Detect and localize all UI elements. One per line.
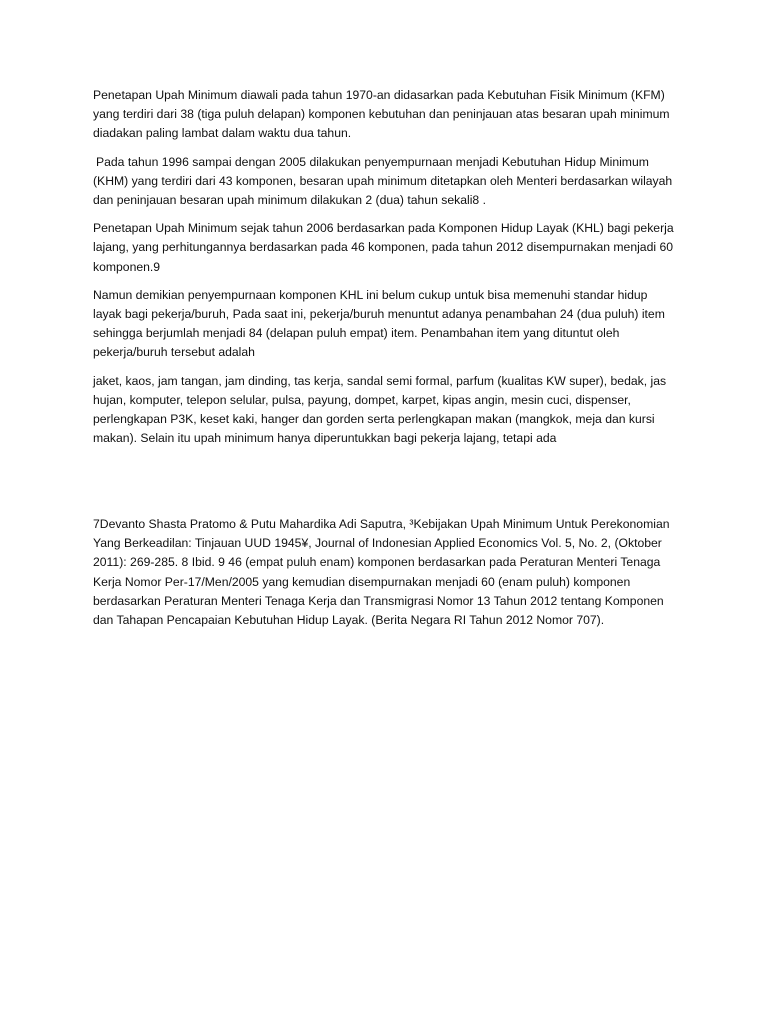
paragraph-khl: Penetapan Upah Minimum sejak tahun 2006 berdasarkan pada Komponen Hidup Layak (KHL) bagi pekerja lajang, yang perhitungannya berdasarkan pada 46 komponen, pada tahun 2012 disempurnakan menjadi 60 komponen.9 bbox=[93, 221, 674, 274]
document-body bbox=[93, 86, 678, 448]
paragraph-kfm: Penetapan Upah Minimum diawali pada tahun 1970-an didasarkan pada Kebutuhan Fisik Minimum (KFM) yang terdiri dari 38 (tiga puluh delapan) komponen kebutuhan dan peninjauan atas besaran upah minimum diadakan paling lambat dalam waktu dua tahun. bbox=[93, 88, 670, 141]
paragraph-item-list: jaket, kaos, jam tangan, jam dinding, tas kerja, sandal semi formal, parfum (kualitas KW super), bedak, jas hujan, komputer, telepon selular, pulsa, payung, dompet, karpet, kipas angin, mesin cuci, dispenser, perlengkapan P3K, keset kaki, hanger dan gorden serta perlengkapan makan (mangkok, meja dan kursi makan). Selain itu upah minimum hanya diperuntukkan bagi pekerja lajang, tetapi ada bbox=[93, 373, 667, 446]
paragraph-khm: Pada tahun 1996 sampai dengan 2005 dilakukan penyempurnaan menjadi Kebutuhan Hidup Minimum (KHM) yang terdiri dari 43 komponen, besaran upah minimum ditetapkan oleh Menteri berdasarkan wilayah dan peninjauan besaran upah minimum dilakukan 2 (dua) tahun sekali8 . bbox=[93, 154, 673, 208]
footnotes-section bbox=[93, 515, 678, 630]
paragraph-worker-demands: Namun demikian penyempurnaan komponen KHL ini belum cukup untuk bisa memenuhi standar hidup layak bagi pekerja/buruh, Pada saat ini, pekerja/buruh menuntut adanya penambahan 24 (dua puluh) item sehingga berjumlah menjadi 84 (delapan puluh empat) item. Penambahan item yang dituntut oleh pekerja/buruh tersebut adalah bbox=[93, 287, 665, 360]
footnote-text: 7Devanto Shasta Pratomo & Putu Mahardika Adi Saputra, ³Kebijakan Upah Minimum Untuk Perekonomian Yang Berkeadilan: Tinjauan UUD 1945¥, Journal of Indonesian Applied Economics Vol. 5, No. 2, (Oktober 2011): 269-285. 8 Ibid. 9 46 (empat puluh enam) komponen berdasarkan pada Peraturan Menteri Tenaga Kerja Nomor Per-17/Men/2005 yang kemudian disempurnakan menjadi 60 (enam puluh) komponen berdasarkan Peraturan Menteri Tenaga Kerja dan Transmigrasi Nomor 13 Tahun 2012 tentang Komponen dan Tahapan Pencapaian Kebutuhan Hidup Layak. (Berita Negara RI Tahun 2012 Nomor 707). bbox=[93, 517, 670, 628]
